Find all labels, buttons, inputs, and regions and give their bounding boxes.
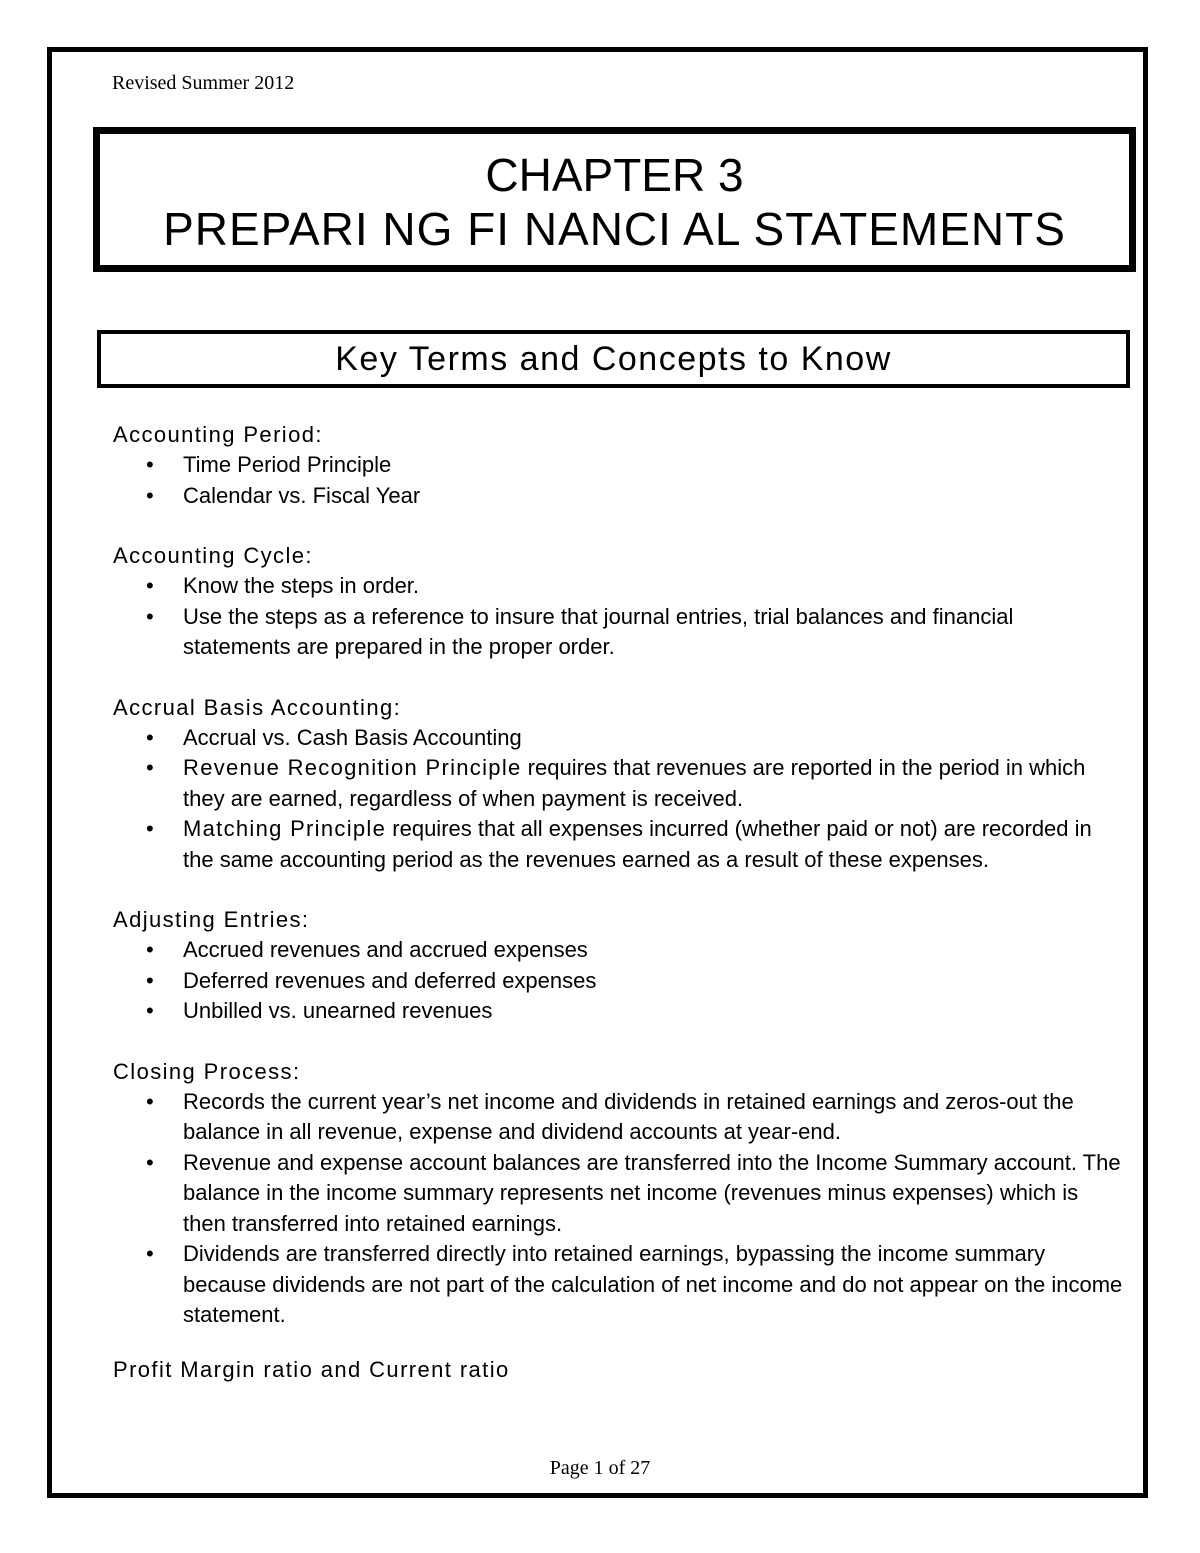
page-number: Page 1 of 27 (549, 1457, 651, 1479)
list-item (183, 1239, 1123, 1331)
section-heading: Accrual Basis Accounting: (113, 694, 402, 720)
bullet-list (113, 723, 1123, 876)
list-item (183, 966, 1123, 997)
key-terms-heading: Key Terms and Concepts to Know (97, 330, 1130, 388)
item-text: Revenue and expense account balances are transferred into the Income Summary account. The balance in the income summary represents net income (revenues minus expenses) which is then transferred into retained earnings. (183, 1149, 1121, 1236)
section-closing-process (113, 1057, 1123, 1331)
list-item (183, 996, 1123, 1027)
list-item (183, 1087, 1123, 1148)
section-heading: Profit Margin ratio and Current ratio (113, 1356, 510, 1382)
list-item (183, 481, 1123, 512)
section-heading: Adjusting Entries: (113, 907, 310, 932)
list-item (183, 602, 1123, 663)
bullet-list (113, 450, 1123, 511)
section-heading: Accounting Cycle: (113, 543, 313, 568)
chapter-title-box (93, 127, 1136, 272)
bullet-list (113, 571, 1123, 663)
section-ratios (113, 1355, 1123, 1385)
section-accounting-period (113, 420, 1123, 511)
item-term: Matching Principle (183, 816, 387, 841)
section-heading: Closing Process: (113, 1058, 301, 1084)
item-text: Accrual vs. Cash Basis Accounting (183, 724, 522, 750)
list-item (183, 723, 1123, 754)
section-heading: Accounting Period: (113, 422, 323, 447)
item-text: Dividends are transferred directly into retained earnings, bypassing the income summary because dividends are not part of the calculation of net income and do not appear on the income statement. (183, 1241, 1123, 1327)
item-text: requires that all expenses incurred (whether paid or not) are recorded in the same accounting period as the revenues earned as a result of these expenses. (183, 816, 1092, 872)
item-term: Revenue Recognition Principle (183, 755, 522, 780)
item-text: Time Period Principle (183, 452, 392, 477)
item-text: Deferred revenues and deferred expenses (183, 967, 597, 993)
item-text: Unbilled vs. unearned revenues (183, 998, 493, 1023)
list-item (183, 450, 1123, 481)
list-item (183, 1148, 1123, 1240)
key-terms-content (113, 420, 1123, 1385)
section-accrual-basis (113, 693, 1123, 876)
section-adjusting-entries (113, 905, 1123, 1027)
list-item (183, 935, 1123, 966)
list-item (183, 814, 1123, 875)
item-text: requires that revenues are reported in the period in which they are earned, regardless of when payment is received. (183, 755, 1086, 811)
chapter-title: PREPARI NG FI NANCI AL STATEMENTS (163, 203, 1066, 255)
item-text: Use the steps as a reference to insure that journal entries, trial balances and financial statements are prepared in the proper order. (183, 603, 1014, 659)
bullet-list (113, 1087, 1123, 1331)
section-accounting-cycle (113, 541, 1123, 663)
list-item (183, 753, 1123, 814)
chapter-number: CHAPTER 3 (485, 149, 744, 201)
item-text: Accrued revenues and accrued expenses (183, 937, 588, 962)
item-text: Records the current year’s net income and dividends in retained earnings and zeros-out the balance in all revenue, expense and dividend accounts at year-end. (183, 1088, 1074, 1144)
item-text: Know the steps in order. (183, 573, 420, 598)
bullet-list (113, 935, 1123, 1027)
list-item (183, 571, 1123, 602)
item-text: Calendar vs. Fiscal Year (183, 482, 421, 508)
revision-note: Revised Summer 2012 (112, 72, 295, 94)
